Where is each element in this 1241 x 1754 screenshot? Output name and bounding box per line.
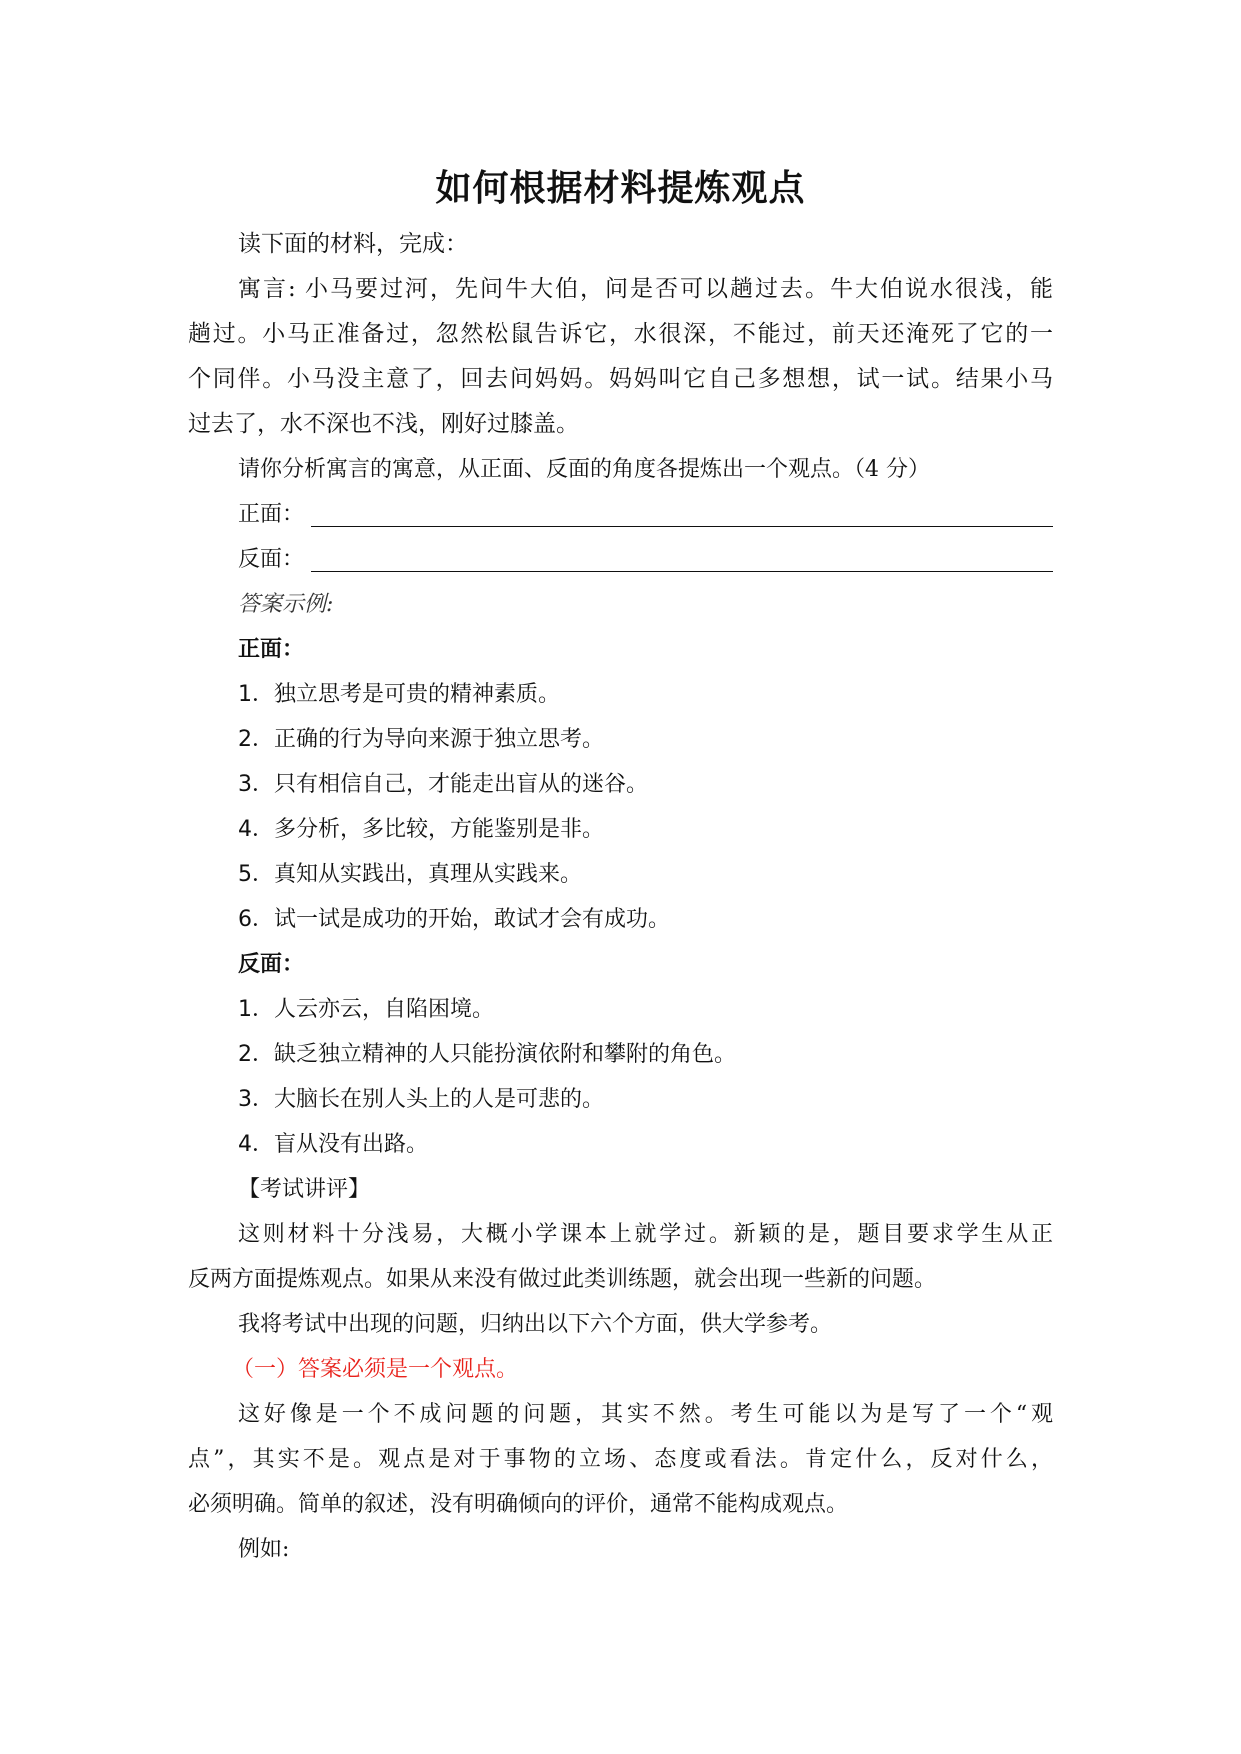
positive-item: 4．多分析，多比较，方能鉴别是非。: [238, 817, 604, 842]
positive-item: 2．正确的行为导向来源于独立思考。: [238, 727, 604, 752]
section1-heading: （一）答案必须是一个观点。: [232, 1357, 519, 1382]
positive-item: 5．真知从实践出，真理从实践来。: [238, 862, 582, 887]
answer-example-label: 答案示例:: [238, 592, 334, 617]
example-label: 例如:: [238, 1537, 290, 1562]
negative-heading: 反面：: [238, 952, 305, 977]
positive-item: 1．独立思考是可贵的精神素质。: [238, 682, 560, 707]
page-title: 如何根据材料提炼观点: [435, 167, 806, 209]
negative-item: 3．大脑长在别人头上的人是可悲的。: [238, 1087, 604, 1112]
fable-line-4: 过去了，水不深也不浅，刚好过膝盖。: [188, 411, 579, 437]
blank-label-negative: 反面：: [238, 547, 305, 572]
negative-item: 2．缺乏独立精神的人只能扮演依附和攀附的角色。: [238, 1042, 736, 1067]
intro-text: 读下面的材料，完成：: [238, 231, 468, 257]
negative-item: 1．人云亦云，自陷困境。: [238, 997, 494, 1022]
positive-heading: 正面：: [238, 637, 305, 662]
blank-underline: [311, 526, 1053, 527]
negative-item: 4．盲从没有出路。: [238, 1132, 428, 1157]
answer-blank-positive[interactable]: [238, 492, 1053, 537]
review-para2: 我将考试中出现的问题，归纳出以下六个方面，供大学参考。: [238, 1312, 833, 1337]
review-para1-line-1: 这则材料十分浅易，大概小学课本上就学过。新颖的是，题目要求学生从正: [238, 1222, 1053, 1247]
blank-label-positive: 正面：: [238, 502, 305, 527]
section1-line-2: 点”，其实不是。观点是对于事物的立场、态度或看法。肯定什么，反对什么，: [188, 1447, 1053, 1472]
section1-line-3: 必须明确。简单的叙述，没有明确倾向的评价，通常不能构成观点。: [188, 1492, 849, 1517]
positive-item: 3．只有相信自己，才能走出盲从的迷谷。: [238, 772, 648, 797]
review-para1-line-2: 反两方面提炼观点。如果从来没有做过此类训练题，就会出现一些新的问题。: [188, 1267, 937, 1292]
fable-line-3: 个同伴。小马没主意了，回去问妈妈。妈妈叫它自己多想想，试一试。结果小马: [188, 366, 1053, 392]
fable-line-2: 趟过。小马正准备过，忽然松鼠告诉它，水很深，不能过，前天还淹死了它的一: [188, 321, 1053, 347]
blank-underline: [311, 571, 1053, 572]
section1-line-1: 这好像是一个不成问题的问题，其实不然。考生可能以为是写了一个“观: [238, 1402, 1053, 1427]
fable-line-1: 寓言: 小马要过河，先问牛大伯，问是否可以趟过去。牛大伯说水很浅，能: [238, 276, 1053, 302]
question-text: 请你分析寓言的寓意，从正面、反面的角度各提炼出一个观点。（4 分）: [238, 457, 930, 482]
answer-blank-negative[interactable]: [238, 537, 1053, 582]
review-heading: 【考试讲评】: [238, 1177, 371, 1202]
positive-item: 6．试一试是成功的开始，敢试才会有成功。: [238, 907, 670, 932]
